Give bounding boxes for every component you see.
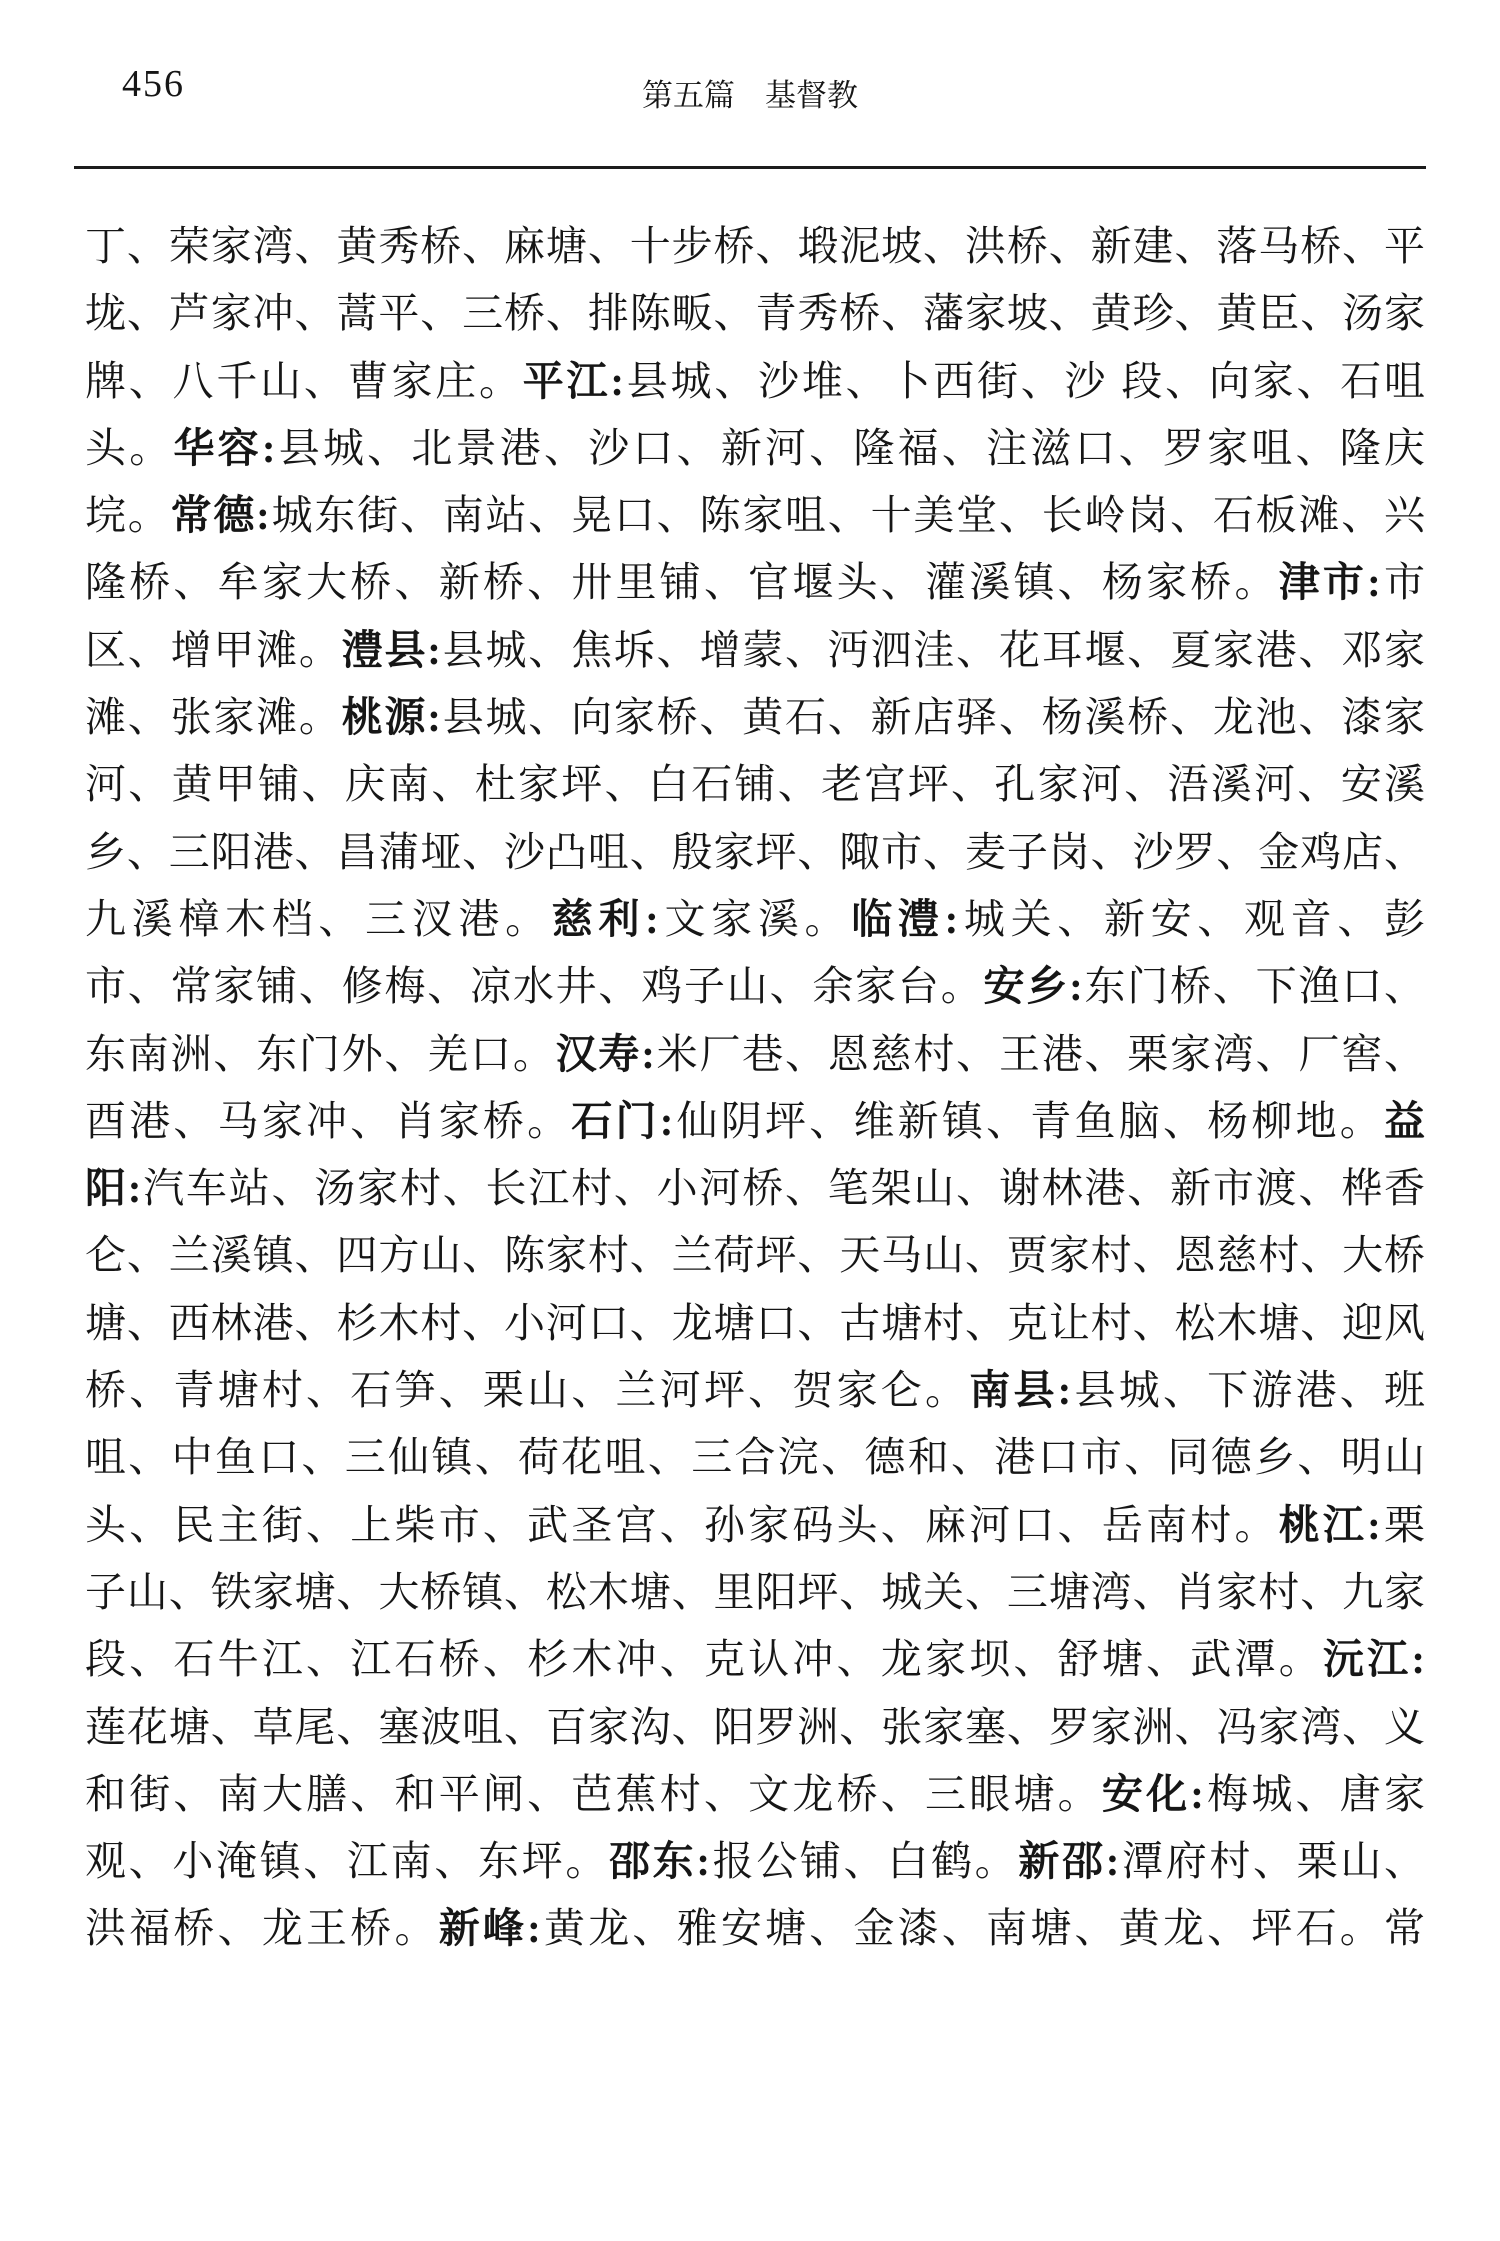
place-list-segment: 丁、荣家湾、黄秀桥、麻塘、十步桥、塅泥坡、洪桥、新建、落马桥、平 [85,223,1425,269]
text-line [85,280,1425,347]
county-name: 新峰: [438,1905,541,1952]
county-name: 安乡: [983,963,1083,1010]
text-line [85,819,1425,886]
place-list-segment: 河、黄甲铺、庆南、杜家坪、白石铺、老宫坪、孔家河、浯溪河、安溪 [85,761,1425,808]
place-list-segment: 乡、三阳港、昌蒲垭、沙凸咀、殷家坪、陬市、麦子岗、沙罗、金鸡店、 [85,828,1425,875]
text-line [85,886,1425,953]
text-line [85,1155,1425,1222]
place-list-segment: 黄龙、雅安塘、金漆、南塘、黄龙、坪石。 [540,1905,1385,1952]
place-list-segment: 县城、向家桥、黄石、新店驿、杨溪桥、龙池、漆家 [440,694,1425,741]
text-line [85,1088,1425,1155]
place-list-segment: 咀、中鱼口、三仙镇、荷花咀、三合浣、德和、港口市、同德乡、明山 [85,1434,1425,1481]
county-name: 新邵: [1018,1838,1120,1885]
place-list-segment: 城关、新安、观音、彭 [958,895,1425,942]
county-name: 澧县: [341,626,441,673]
body-text [85,213,1425,1963]
county-name: 邵东: [609,1838,711,1885]
place-list-segment: 滩、张家滩。 [85,694,342,741]
place-list-segment: 栗 [1380,1501,1425,1548]
place-list-segment: 仙阴坪、维新镇、青鱼脑、杨柳地。 [673,1097,1384,1144]
county-name: 平江: [522,357,624,404]
place-list-segment: 县城、北景港、沙口、新河、隆福、注滋口、罗家咀、隆庆 [275,424,1425,471]
text-line [85,348,1425,415]
text-line [85,415,1425,482]
place-list-segment: 县城、焦坼、增蒙、沔泗洼、花耳堰、夏家港、邓家 [440,626,1425,673]
page-number: 456 [122,63,185,105]
place-list-segment: 头、民主街、上柴市、武圣宫、孙家码头、麻河口、岳南村。 [85,1501,1279,1548]
county-name: 临澧: [851,895,959,942]
section-label: 第五篇 [642,78,735,113]
county-name: 南县: [969,1367,1072,1414]
place-list-segment: 报公铺、白鹤。 [710,1838,1019,1885]
county-name: 慈利: [551,895,659,942]
text-line [85,1424,1425,1491]
place-list-segment: 县城、下游港、班 [1071,1367,1425,1414]
text-line [85,1021,1425,1088]
text-line [85,684,1425,751]
county-name: 益 [1384,1097,1425,1144]
text-line [85,1559,1425,1626]
county-name: 津市: [1278,559,1381,606]
place-list-segment: 酉港、马家冲、肖家桥。 [85,1097,572,1144]
place-list-segment: 塘、西林港、杉木村、小河口、龙塘口、古塘村、克让村、松木塘、迎风 [85,1299,1425,1346]
county-name: 石门: [571,1097,674,1144]
place-list-segment: 垅、芦家冲、蒿平、三桥、排陈畈、青秀桥、藩家坡、黄珍、黄臣、汤家 [85,290,1425,337]
place-list-segment: 子山、铁家塘、大桥镇、松木塘、里阳坪、城关、三塘湾、肖家村、九家 [85,1568,1425,1615]
text-line [85,1761,1425,1828]
place-list-segment: 头。 [85,424,174,471]
place-list-segment: 东南洲、东门外、羌口。 [85,1030,556,1077]
county-name: 桃江: [1278,1501,1381,1548]
place-list-segment: 梅城、唐家 [1203,1770,1425,1817]
text-line [85,1694,1425,1761]
place-list-segment: 洪福桥、龙王桥。 [85,1905,439,1952]
county-name: 常德: [170,492,270,539]
place-list-segment: 牌、八千山、曹家庄。 [85,357,523,404]
text-line [85,213,1425,280]
place-list-segment: 潭府村、栗山、 [1119,1838,1425,1885]
place-list-segment: 米厂巷、恩慈村、王港、栗家湾、厂窖、 [654,1030,1425,1077]
county-name: 汉寿: [555,1030,655,1077]
place-list-segment: 市、常家铺、修梅、凉水井、鸡子山、余家台。 [85,963,984,1010]
county-name: 安化: [1101,1770,1204,1817]
place-list-segment: 莲花塘、草尾、塞波咀、百家沟、阳罗洲、张家塞、罗家洲、冯家湾、义 [85,1703,1425,1750]
text-line [85,1626,1425,1693]
county-name: 沅江: [1322,1636,1425,1683]
text-line [85,549,1425,616]
place-list-segment: 市 [1380,559,1425,606]
text-line [85,953,1425,1020]
running-head [0,70,1500,115]
text-line [85,1290,1425,1357]
text-line [85,1492,1425,1559]
place-list-segment: 和街、南大膳、和平闸、芭蕉村、文龙桥、三眼塘。 [85,1770,1102,1817]
place-list-segment: 桥、青塘村、石笋、栗山、兰河坪、贺家仑。 [85,1367,970,1414]
place-list-segment: 文家溪。 [658,895,852,942]
place-list-segment: 县城、沙堆、卜西街、沙 段、向家、石咀 [624,357,1425,404]
place-list-segment: 城东街、南站、晃口、陈家咀、十美堂、长岭岗、石板滩、兴 [269,492,1425,539]
place-list-segment: 区、增甲滩。 [85,626,342,673]
text-line [85,1895,1425,1962]
place-list-segment: 东门桥、下渔口、 [1082,963,1425,1010]
place-list-segment: 汽车站、汤家村、长江村、小河桥、笔架山、谢林港、新市渡、桦香 [141,1165,1425,1212]
place-list-segment: 段、石牛江、江石桥、杉木冲、克认冲、龙家坝、舒塘、武潭。 [85,1636,1323,1683]
place-list-segment: 隆桥、牟家大桥、新桥、卅里铺、官堰头、灌溪镇、杨家桥。 [85,559,1279,606]
place-list-segment: 仑、兰溪镇、四方山、陈家村、兰荷坪、天马山、贾家村、恩慈村、大桥 [85,1232,1425,1279]
place-list-segment: 观、小淹镇、江南、东坪。 [85,1838,610,1885]
text-line [85,617,1425,684]
county-name: 阳: [85,1165,142,1212]
county-name: 华容: [173,424,276,471]
text-line [85,1828,1425,1895]
text-line [85,1357,1425,1424]
county-name: 桃源: [341,694,441,741]
header-rule [74,166,1426,169]
place-list-segment: 垸。 [85,492,171,539]
text-line [85,1222,1425,1289]
text-line [85,482,1425,549]
section-title: 基督教 [765,78,858,113]
text-line [85,751,1425,818]
place-list-segment: 常 [1384,1905,1425,1952]
place-list-segment: 九溪樟木档、三汊港。 [85,895,552,942]
